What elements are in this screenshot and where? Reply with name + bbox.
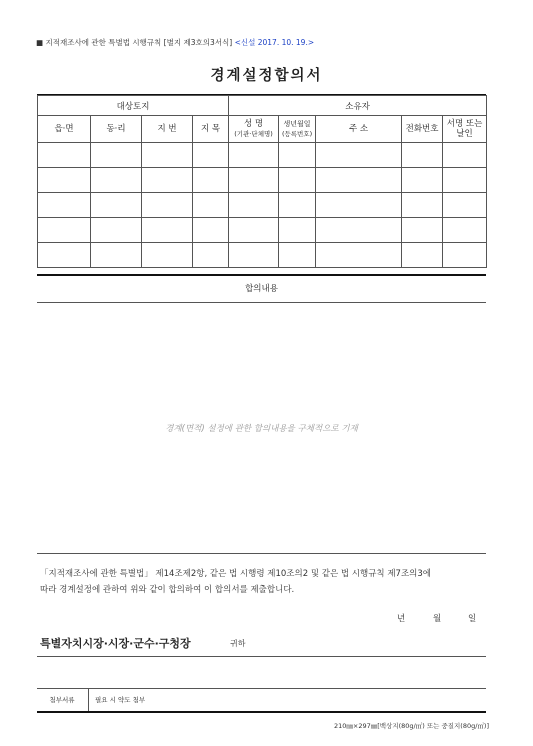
table-row: [38, 168, 487, 193]
agreement-content-area[interactable]: 경계(면적) 설정에 관한 합의내용을 구체적으로 기재: [165, 424, 358, 434]
statement-divider: [37, 553, 486, 554]
table-row: [38, 193, 487, 218]
cell-sign[interactable]: [443, 143, 487, 168]
agreement-divider: [37, 302, 486, 303]
cell-sign[interactable]: [443, 218, 487, 243]
page-title: 경계설정합의서: [210, 68, 323, 84]
col-header-name-main: 성 명: [243, 119, 264, 129]
cell-dong[interactable]: [91, 218, 142, 243]
agreement-label: 합의내용: [245, 284, 278, 294]
group-header-land: 대상토지: [38, 96, 229, 116]
attachment-label: 첨부서류: [49, 696, 75, 704]
cell-name[interactable]: [229, 193, 279, 218]
date-year: 년: [397, 614, 406, 624]
revision-note: <신설 2017. 10. 19.>: [234, 38, 315, 47]
cell-address[interactable]: [316, 193, 402, 218]
col-header-birth-sub: (등록번호): [281, 130, 313, 138]
cell-jibun[interactable]: [142, 193, 193, 218]
cell-jibun[interactable]: [142, 143, 193, 168]
cell-phone[interactable]: [402, 218, 443, 243]
col-header-sign: [443, 116, 487, 143]
col-header-address: 주 소: [316, 116, 402, 143]
cell-address[interactable]: [316, 143, 402, 168]
cell-dong[interactable]: [91, 168, 142, 193]
cell-dong[interactable]: [91, 193, 142, 218]
recipient-suffix: 귀하: [230, 639, 246, 648]
paper-spec: 210㎜×297㎜[백상지(80g/㎡) 또는 중질지(80g/㎡)]: [333, 722, 489, 730]
group-header-owner: 소유자: [229, 96, 487, 116]
date-month: 월: [433, 614, 442, 624]
cell-jibun[interactable]: [142, 218, 193, 243]
date-day: 일: [468, 614, 477, 624]
col-header-name-sub: (기관·단체명): [234, 130, 273, 138]
cell-address[interactable]: [316, 243, 402, 268]
attachment-bottom-border: [37, 711, 486, 713]
table-row: [38, 218, 487, 243]
cell-eup[interactable]: [38, 143, 91, 168]
cell-address[interactable]: [316, 218, 402, 243]
cell-birth[interactable]: [279, 218, 316, 243]
cell-dong[interactable]: [91, 243, 142, 268]
form-header-note: [36, 37, 314, 48]
recipient-divider: [37, 656, 486, 657]
cell-eup[interactable]: [38, 218, 91, 243]
cell-phone[interactable]: [402, 243, 443, 268]
cell-name[interactable]: [229, 243, 279, 268]
cell-birth[interactable]: [279, 143, 316, 168]
cell-jimok[interactable]: [193, 168, 229, 193]
statement-line-2: 따라 경계설정에 관하여 위와 같이 합의하여 이 합의서를 제출합니다.: [40, 585, 295, 595]
cell-birth[interactable]: [279, 168, 316, 193]
cell-eup[interactable]: [38, 168, 91, 193]
cell-jimok[interactable]: [193, 143, 229, 168]
attachment-separator: [88, 689, 89, 711]
cell-sign[interactable]: [443, 243, 487, 268]
col-header-sign-line1: 서명 또는: [446, 119, 483, 129]
cell-birth[interactable]: [279, 243, 316, 268]
cell-phone[interactable]: [402, 168, 443, 193]
col-header-jibun: 지 번: [142, 116, 193, 143]
cell-sign[interactable]: [443, 168, 487, 193]
table-row: [38, 243, 487, 268]
form-reference: ■ 지적재조사에 관한 특별법 시행규칙 [별지 제3호의3서식]: [36, 38, 233, 47]
cell-jibun[interactable]: [142, 243, 193, 268]
cell-eup[interactable]: [38, 243, 91, 268]
col-header-phone: 전화번호: [402, 116, 443, 143]
attachment-text: 필요 시 약도 첨부: [95, 696, 146, 704]
col-header-sign-line2: 날인: [456, 129, 473, 139]
col-header-dong: 동·리: [91, 116, 142, 143]
parcel-owner-table: [37, 95, 487, 268]
col-header-jimok: 지 목: [193, 116, 229, 143]
statement-line-1: 「지적재조사에 관한 특별법」 제14조제2항, 같은 법 시행령 제10조의2 및 같은 법 시행규칙 제7조의3에: [40, 569, 431, 579]
cell-jimok[interactable]: [193, 218, 229, 243]
cell-birth[interactable]: [279, 193, 316, 218]
cell-jimok[interactable]: [193, 243, 229, 268]
cell-name[interactable]: [229, 168, 279, 193]
cell-dong[interactable]: [91, 143, 142, 168]
recipient: 특별자치시장·시장·군수·구청장: [40, 637, 191, 650]
cell-name[interactable]: [229, 143, 279, 168]
cell-phone[interactable]: [402, 143, 443, 168]
cell-jimok[interactable]: [193, 193, 229, 218]
col-header-birth: [279, 116, 316, 143]
col-header-name: [229, 116, 279, 143]
cell-name[interactable]: [229, 218, 279, 243]
cell-eup[interactable]: [38, 193, 91, 218]
table-row: [38, 143, 487, 168]
cell-jibun[interactable]: [142, 168, 193, 193]
col-header-birth-main: 생년월일: [283, 120, 311, 128]
col-header-eup: 읍·면: [38, 116, 91, 143]
cell-phone[interactable]: [402, 193, 443, 218]
cell-address[interactable]: [316, 168, 402, 193]
cell-sign[interactable]: [443, 193, 487, 218]
